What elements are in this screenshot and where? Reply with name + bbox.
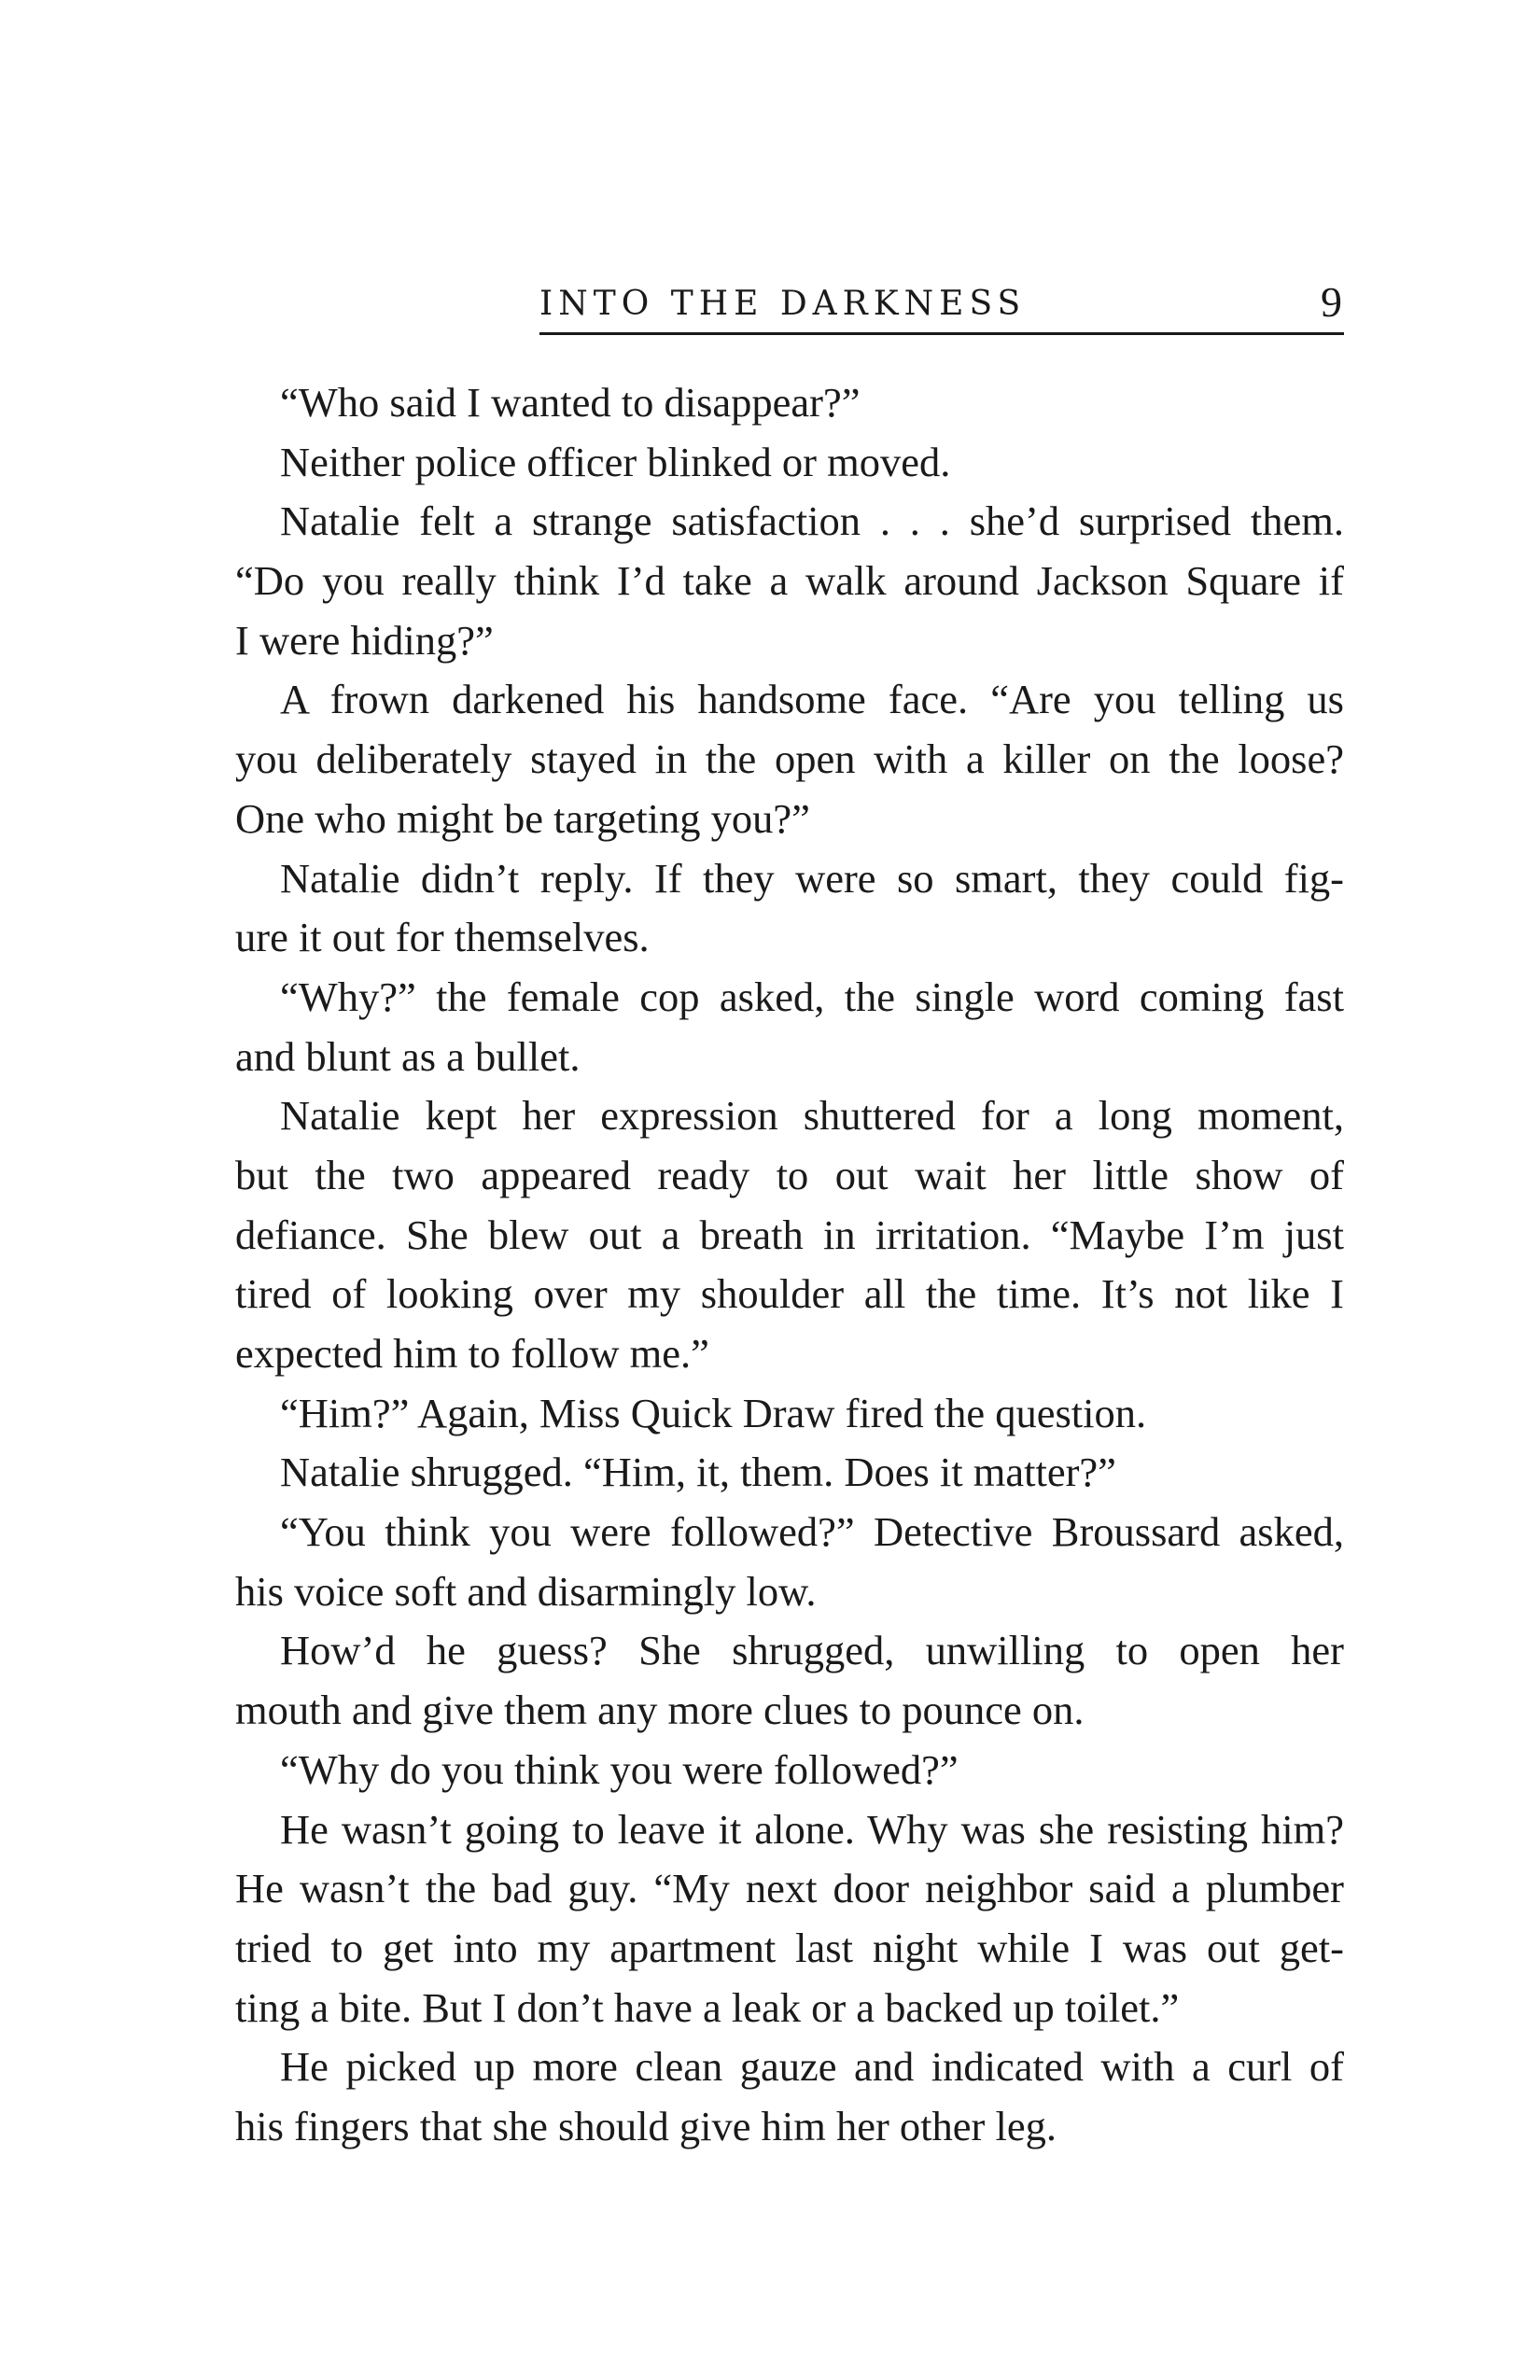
running-title: INTO THE DARKNESS	[539, 285, 1027, 323]
text-line: expected him to follow me.”	[235, 1330, 709, 1377]
text-line: but the two appeared ready to out wait her little show of	[235, 1151, 1344, 1198]
text-line: tried to get into my apartment last night while I was out get-	[235, 1924, 1344, 1971]
text-line: defiance. She blew out a breath in irritation. “Maybe I’m just	[235, 1211, 1344, 1258]
text-line: mouth and give them any more clues to pounce on.	[235, 1687, 1085, 1734]
text-line: A frown darkened his handsome face. “Are you telling us	[280, 676, 1344, 723]
text-line: Neither police officer blinked or moved.	[280, 438, 951, 485]
text-line: Natalie shrugged. “Him, it, them. Does it matter?”	[280, 1449, 1116, 1496]
text-line: ure it out for themselves.	[235, 914, 650, 961]
text-line: “Why?” the female cop asked, the single word coming fast	[280, 973, 1344, 1020]
text-line: He wasn’t going to leave it alone. Why was she resisting him?	[280, 1805, 1344, 1853]
text-line: “Do you really think I’d take a walk around Jackson Square if	[235, 557, 1344, 605]
text-line: How’d he guess? She shrugged, unwilling to open her	[280, 1627, 1344, 1674]
text-line: Natalie felt a strange satisfaction . . . she’d surprised them.	[280, 497, 1344, 545]
text-line: I were hiding?”	[235, 616, 494, 664]
text-line: “You think you were followed?” Detective Broussard asked,	[280, 1508, 1344, 1556]
text-line: his fingers that she should give him her other leg.	[235, 2102, 1057, 2149]
text-line: his voice soft and disarmingly low.	[235, 1567, 817, 1615]
text-line: you deliberately stayed in the open with a killer on the loose?	[235, 735, 1344, 783]
text-line: ting a bite. But I don’t have a leak or a backed up toilet.”	[235, 1983, 1180, 2031]
text-line: tired of looking over my shoulder all the time. It’s not like I	[235, 1270, 1344, 1318]
text-line: One who might be targeting you?”	[235, 794, 810, 842]
text-line: and blunt as a bullet.	[235, 1032, 581, 1080]
running-header	[539, 278, 1344, 335]
text-line: Natalie didn’t reply. If they were so smart, they could fig-	[280, 854, 1344, 902]
text-line: Natalie kept her expression shuttered for a long moment,	[280, 1092, 1344, 1140]
text-line: He wasn’t the bad guy. “My next door neighbor said a plumber	[235, 1865, 1344, 1912]
page-number: 9	[1321, 278, 1342, 326]
text-line: He picked up more clean gauze and indicated with a curl of	[280, 2043, 1344, 2091]
text-line: “Who said I wanted to disappear?”	[280, 379, 861, 426]
text-line: “Him?” Again, Miss Quick Draw fired the question.	[280, 1389, 1147, 1436]
text-line: “Why do you think you were followed?”	[280, 1745, 959, 1793]
body-text	[235, 373, 1344, 2157]
